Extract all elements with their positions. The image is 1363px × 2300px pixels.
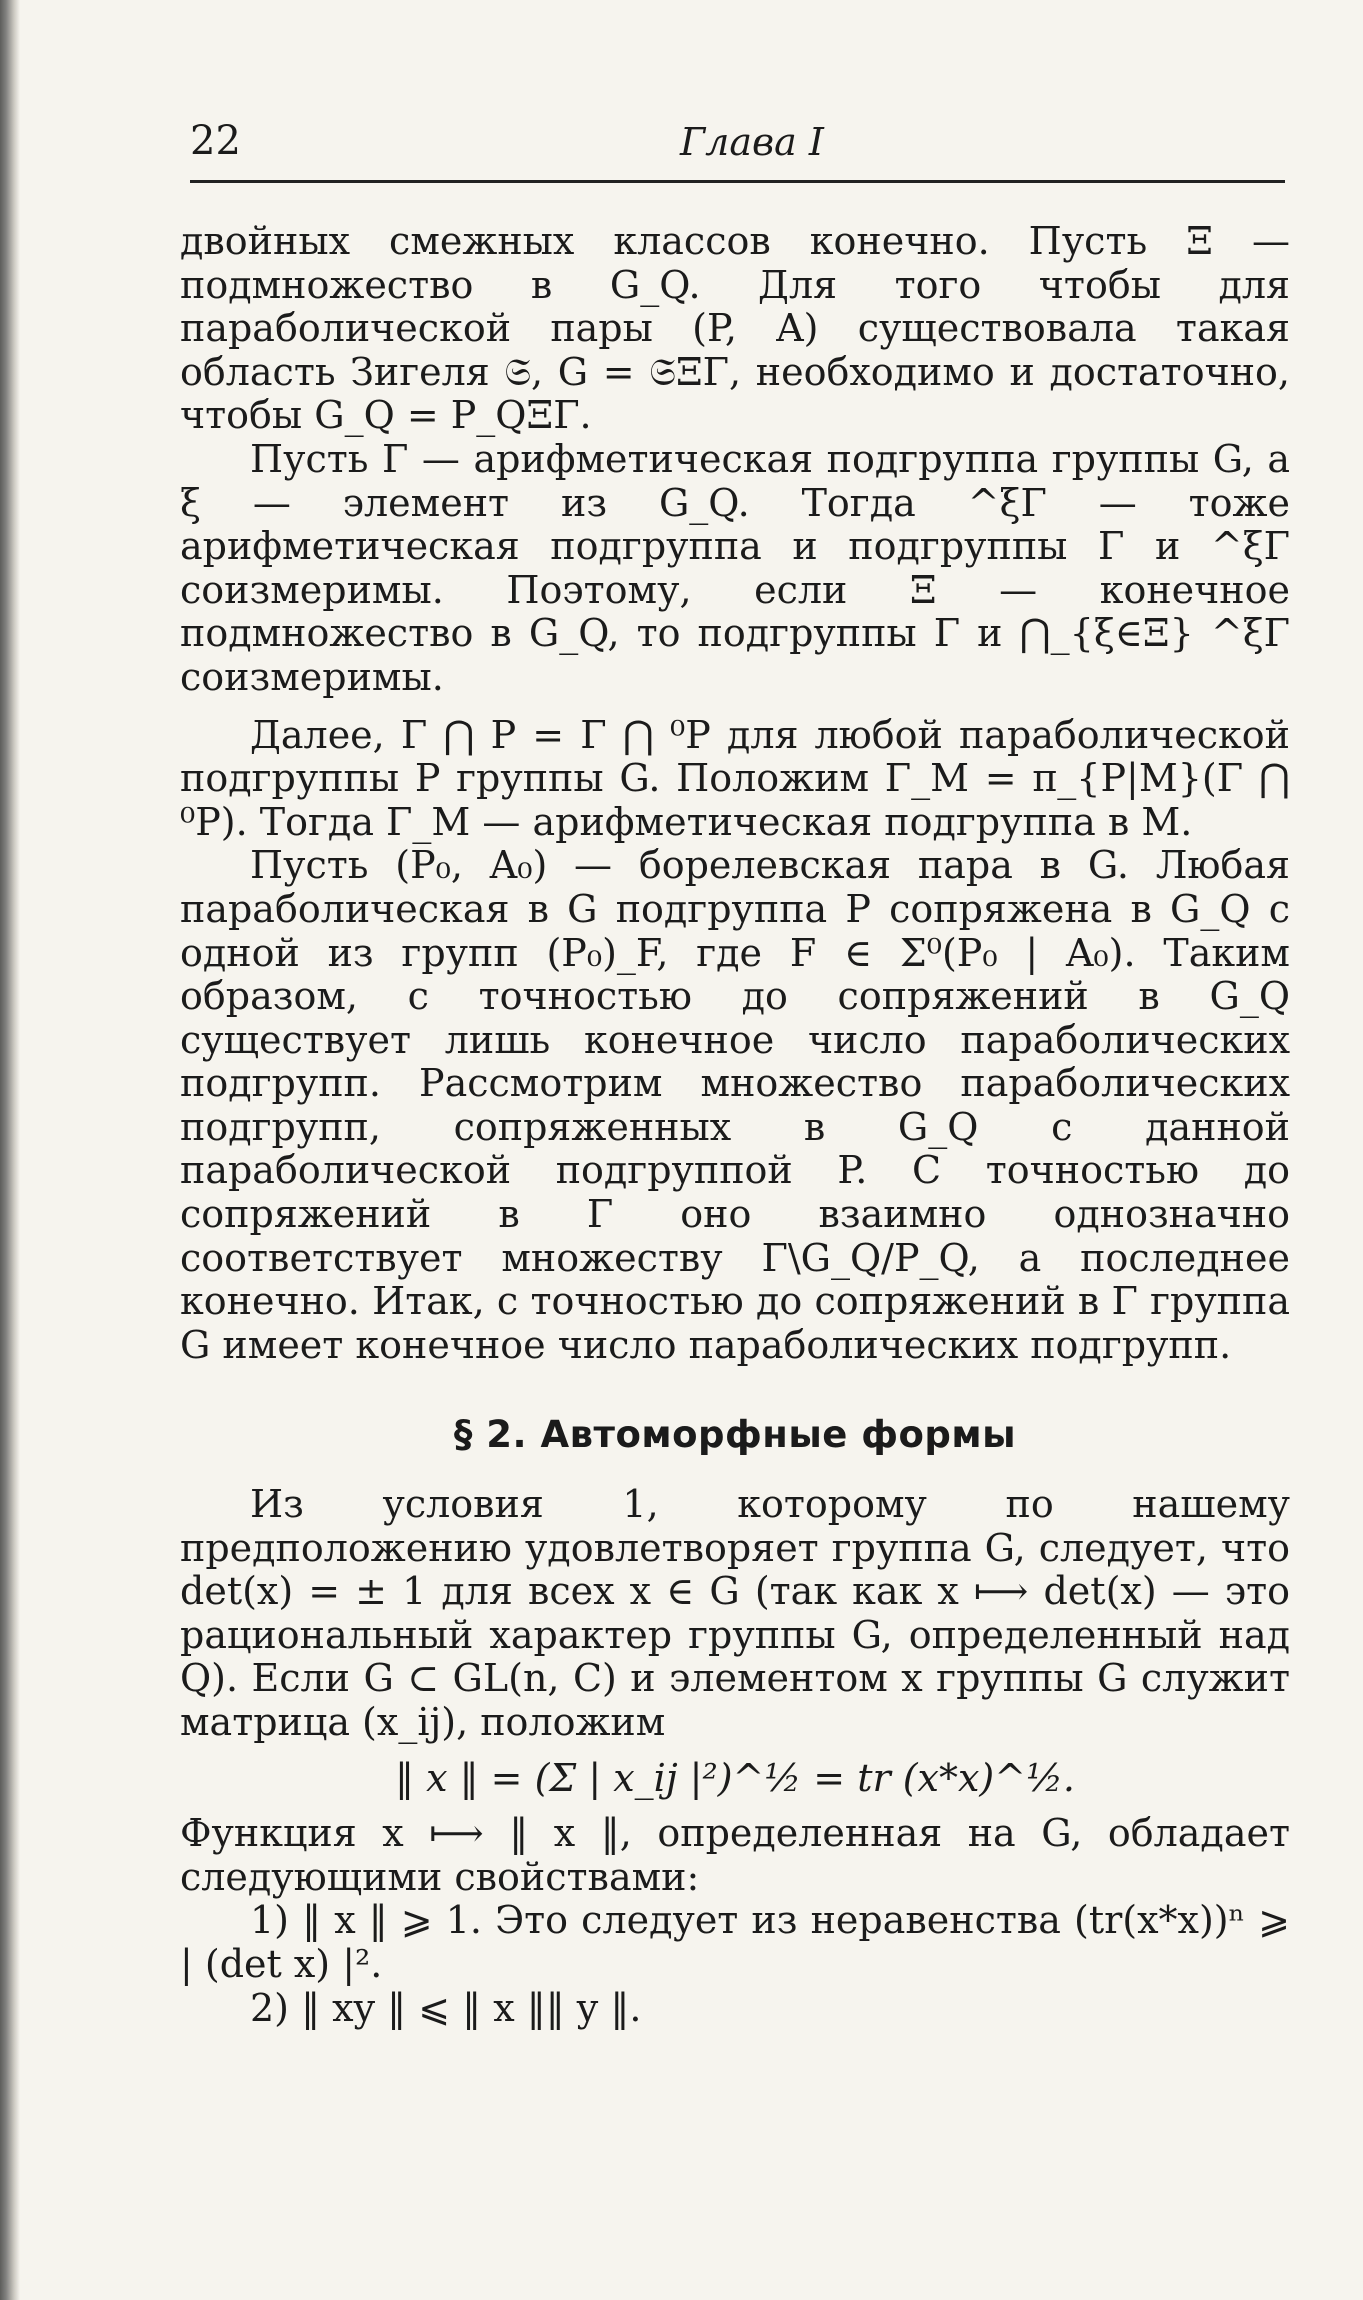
paragraph-gamma-m: Далее, Γ ⋂ P = Γ ⋂ ⁰P для любой параболической подгруппы P группы G. Положим Γ_M = π_{P|M}(Γ ⋂ ⁰P). Тогда Γ_M — арифметическая подгруппа в M.: [180, 712, 1290, 844]
page-header: [190, 118, 1290, 174]
norm-formula: ‖ x ‖ = (Σ | x_ij |²)^½ = tr (x*x)^½.: [395, 1755, 1075, 1800]
scan-page-edge: [0, 0, 20, 2300]
paragraph-arithmetic-subgroup: Пусть Γ — арифметическая подгруппа группы G, а ξ — элемент из G_Q. Тогда ^ξΓ — тоже арифметическая подгруппа и подгруппы Γ и ^ξΓ соизмеримы. Поэтому, если Ξ — конечное подмножество в G_Q, то подгруппы Γ и ⋂_{ξ∈Ξ} ^ξΓ соизмеримы.: [180, 436, 1290, 699]
paragraph-continuation: двойных смежных классов конечно. Пусть Ξ — подмножество в G_Q. Для того чтобы для параболической пары (P, A) существовала такая область Зигеля 𝔖, G = 𝔖ΞΓ, необходимо и достаточно, чтобы G_Q = P_QΞΓ.: [180, 219, 1290, 438]
paragraph-section-intro: Из условия 1, которому по нашему предположению удовлетворяет группа G, следует, что det(x) = ± 1 для всех x ∈ G (так как x ⟼ det(x) — это рациональный характер группы G, определенный над Q). Если G ⊂ GL(n, C) и элементом x группы G служит матрица (x_ij), положим: [180, 1482, 1290, 1744]
header-rule: [190, 180, 1285, 183]
paragraph-borel-pair: Пусть (P₀, A₀) — борелевская пара в G. Любая параболическая в G подгруппа P сопряжена в G_Q с одной из групп (P₀)_F, где F ∈ Σ⁰(P₀ | A₀). Таким образом, с точностью до сопряжений в G_Q существует лишь конечное число параболических подгрупп. Рассмотрим множество параболических подгрупп, сопряженных в G_Q с данной параболической подгруппой P. С точностью до сопряжений в Γ оно взаимно однозначно соответствует множеству Γ\G_Q/P_Q, а последнее конечно. Итак, с точностью до сопряжений в Γ группа G имеет конечное число параболических подгрупп.: [180, 843, 1290, 1367]
property-item-1: 1) ‖ x ‖ ⩾ 1. Это следует из неравенства (tr(x*x))ⁿ ⩾ | (det x) |².: [180, 1898, 1290, 1986]
page-number: 22: [190, 118, 241, 164]
section-heading: § 2. Автоморфные формы: [453, 1413, 1017, 1457]
page-body: [180, 220, 1290, 2030]
running-head: Глава I: [680, 120, 824, 164]
paragraph-function-properties: Функция x ⟼ ‖ x ‖, определенная на G, обладает следующими свойствами:: [180, 1811, 1290, 1899]
property-item-2: 2) ‖ xy ‖ ⩽ ‖ x ‖‖ y ‖.: [250, 1985, 642, 2030]
